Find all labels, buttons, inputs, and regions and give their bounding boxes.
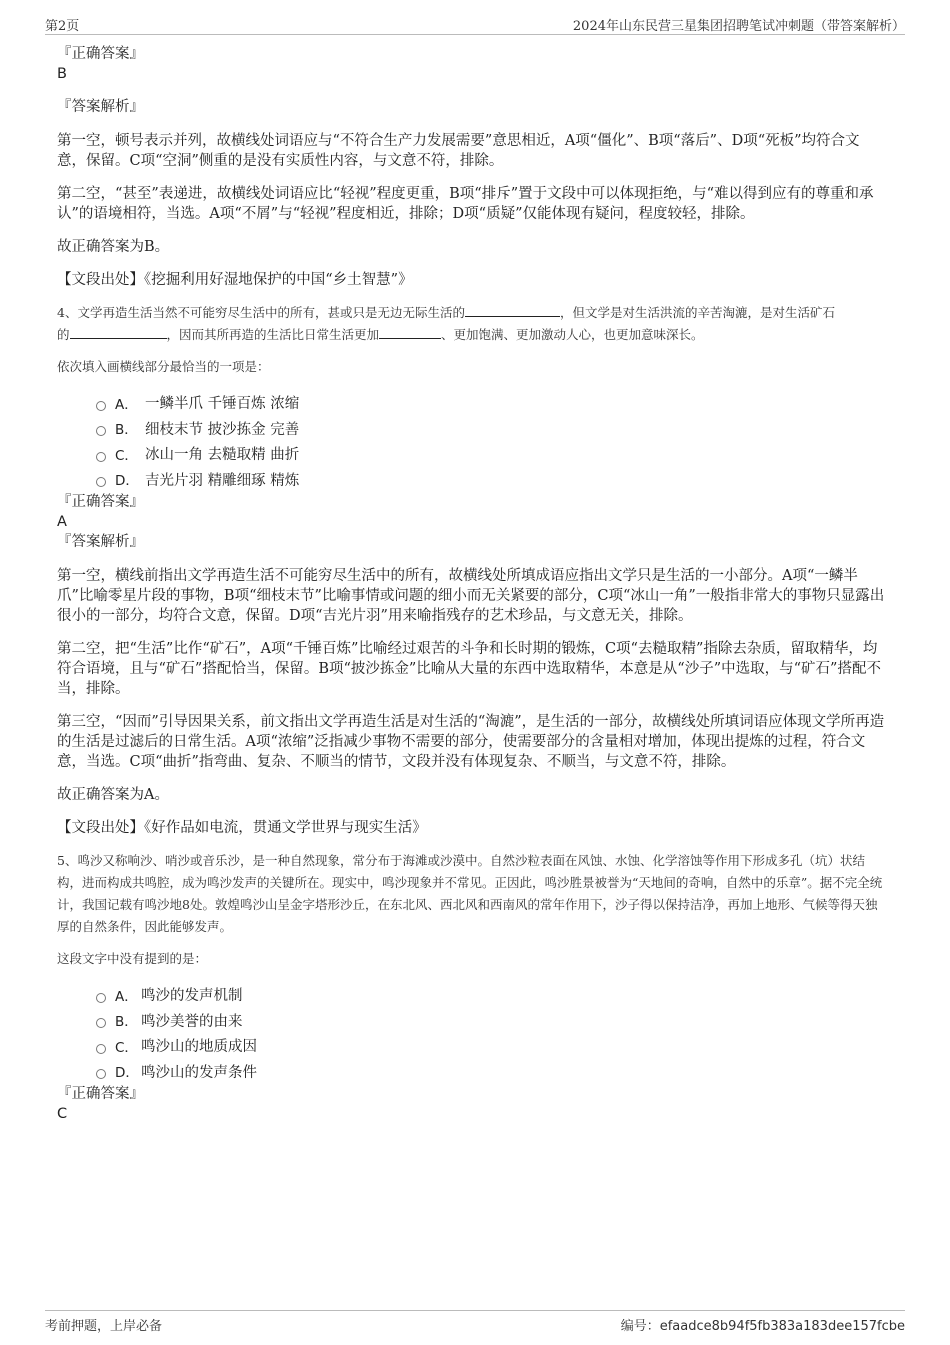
radio-icon[interactable] xyxy=(96,1018,106,1028)
radio-icon[interactable] xyxy=(96,477,106,487)
q4-analysis-p1: 第一空，横线前指出文学再造生活不可能穷尽生活中的所有，故横线处所填成语应指出文学只是生活的一小部分。A项“一鳞半爪”比喻零星片段的事物，B项“细枝末节”比喻事情或问题的细小而无关紧要的部分，C项“冰山一角”一般指非常大的事物只显露出很小的一部分，均符合文意，保留。D项“吉光片羽”用来喻指残存的艺术珍品，与文意无关，排除。 xyxy=(57,568,885,624)
analysis-label: 『答案解析』 xyxy=(57,534,144,550)
document-body xyxy=(57,44,887,1124)
q4-option-c[interactable]: C． 冰山一角 去糙取精 曲折 xyxy=(96,441,887,467)
q4-question: 4、文学再造生活当然不可能穷尽生活中的所有，甚或只是无边无际生活的 ，但文学是对生活洪流的辛苦淘漉，是对生活矿石 的 ，因而其所再造的生活比日常生活更加 、更加饱满、更加激动人心，也更加意味深长。 xyxy=(57,305,835,342)
radio-icon[interactable] xyxy=(96,1069,106,1079)
analysis-label: 『答案解析』 xyxy=(57,99,144,115)
q4-analysis-p2: 第二空，把“生活”比作“矿石”，A项“千锤百炼”比喻经过艰苦的斗争和长时期的锻炼，C项“去糙取精”指除去杂质，留取精华，均符合语境，且与“矿石”搭配恰当，保留。B项“披沙拣金”比喻从大量的东西中选取精华，本意是从“沙子”中选取，与“矿石”搭配不当，排除。 xyxy=(57,641,881,697)
q5-question: 5、鸣沙又称响沙、哨沙或音乐沙，是一种自然现象，常分布于海滩或沙漠中。自然沙粒表面在风蚀、水蚀、化学溶蚀等作用下形成多孔（坑）状结构，进而构成共鸣腔，成为鸣沙发声的关键所在。现实中，鸣沙现象并不常见。正因此，鸣沙胜景被誉为“天地间的奇响，自然中的乐章”。据不完全统计，我国记载有鸣沙地8处。敦煌鸣沙山呈金字塔形沙丘，在东北风、西北风和西南风的常年作用下，沙子得以保持洁净，再加上地形、气候等得天独厚的自然条件，因此能够发声。 xyxy=(57,853,883,934)
q3-analysis-p2: 第二空，“甚至”表递进，故横线处词语应比“轻视”程度更重，B项“排斥”置于文段中可以体现拒绝，与“难以得到应有的尊重和承认”的语境相符，当选。A项“不屑”与“轻视”程度相近，排除；D项“质疑”仅能体现有疑问，程度较轻，排除。 xyxy=(57,186,874,222)
q5-option-a[interactable]: A． 鸣沙的发声机制 xyxy=(96,982,887,1008)
document-code: 编号：efaadce8b94f5fb383a183dee157fcbe xyxy=(620,1319,905,1334)
page-number: 第2页 xyxy=(45,19,80,34)
page-footer xyxy=(45,1310,905,1334)
q5-prompt: 这段文字中没有提到的是： xyxy=(57,951,208,966)
q4-option-b[interactable]: B． 细枝末节 披沙拣金 完善 xyxy=(96,416,887,442)
blank-3 xyxy=(379,326,441,339)
correct-answer-label: 『正确答案』 xyxy=(57,1086,144,1102)
q3-source: 【文段出处】《挖掘利用好湿地保护的中国“乡土智慧”》 xyxy=(57,272,413,288)
radio-icon[interactable] xyxy=(96,401,106,411)
radio-icon[interactable] xyxy=(96,452,106,462)
blank-2 xyxy=(70,326,167,339)
q4-conclusion: 故正确答案为A。 xyxy=(57,787,169,803)
correct-answer-label: 『正确答案』 xyxy=(57,494,144,510)
q5-option-d[interactable]: D． 鸣沙山的发声条件 xyxy=(96,1059,887,1085)
q4-options xyxy=(96,390,887,492)
document-title: 2024年山东民营三星集团招聘笔试冲刺题（带答案解析） xyxy=(572,19,905,34)
radio-icon[interactable] xyxy=(96,426,106,436)
footer-slogan: 考前押题，上岸必备 xyxy=(45,1319,163,1334)
q5-options xyxy=(96,982,887,1084)
radio-icon[interactable] xyxy=(96,1044,106,1054)
q4-source: 【文段出处】《好作品如电流，贯通文学世界与现实生活》 xyxy=(57,820,427,836)
q5-answer: C xyxy=(57,1106,68,1122)
q3-answer: B xyxy=(57,66,67,82)
q4-analysis-p3: 第三空，“因而”引导因果关系，前文指出文学再造生活是对生活的“淘漉”，是生活的一部分，故横线处所填词语应体现文学所再造的生活是过滤后的日常生活。A项“浓缩”泛指减少事物不需要的部分，使需要部分的含量相对增加，体现出提炼的过程，符合文意，当选。C项“曲折”指弯曲、复杂、不顺当的情节，文段并没有体现复杂、不顺当，与文意不符，排除。 xyxy=(57,714,885,770)
q4-prompt: 依次填入画横线部分最恰当的一项是： xyxy=(57,359,270,374)
page-header xyxy=(45,14,905,35)
q3-conclusion: 故正确答案为B。 xyxy=(57,239,170,255)
q3-analysis-p1: 第一空，顿号表示并列，故横线处词语应与“不符合生产力发展需要”意思相近，A项“僵化”、B项“落后”、D项“死板”均符合文意，保留。C项“空洞”侧重的是没有实质性内容，与文意不符，排除。 xyxy=(57,133,860,169)
radio-icon[interactable] xyxy=(96,993,106,1003)
q5-option-c[interactable]: C． 鸣沙山的地质成因 xyxy=(96,1033,887,1059)
q4-answer: A xyxy=(57,514,67,530)
q5-option-b[interactable]: B． 鸣沙美誉的由来 xyxy=(96,1008,887,1034)
correct-answer-label: 『正确答案』 xyxy=(57,46,144,62)
q4-option-d[interactable]: D． 吉光片羽 精雕细琢 精炼 xyxy=(96,467,887,493)
q4-option-a[interactable]: A． 一鳞半爪 千锤百炼 浓缩 xyxy=(96,390,887,416)
blank-1 xyxy=(465,304,560,317)
